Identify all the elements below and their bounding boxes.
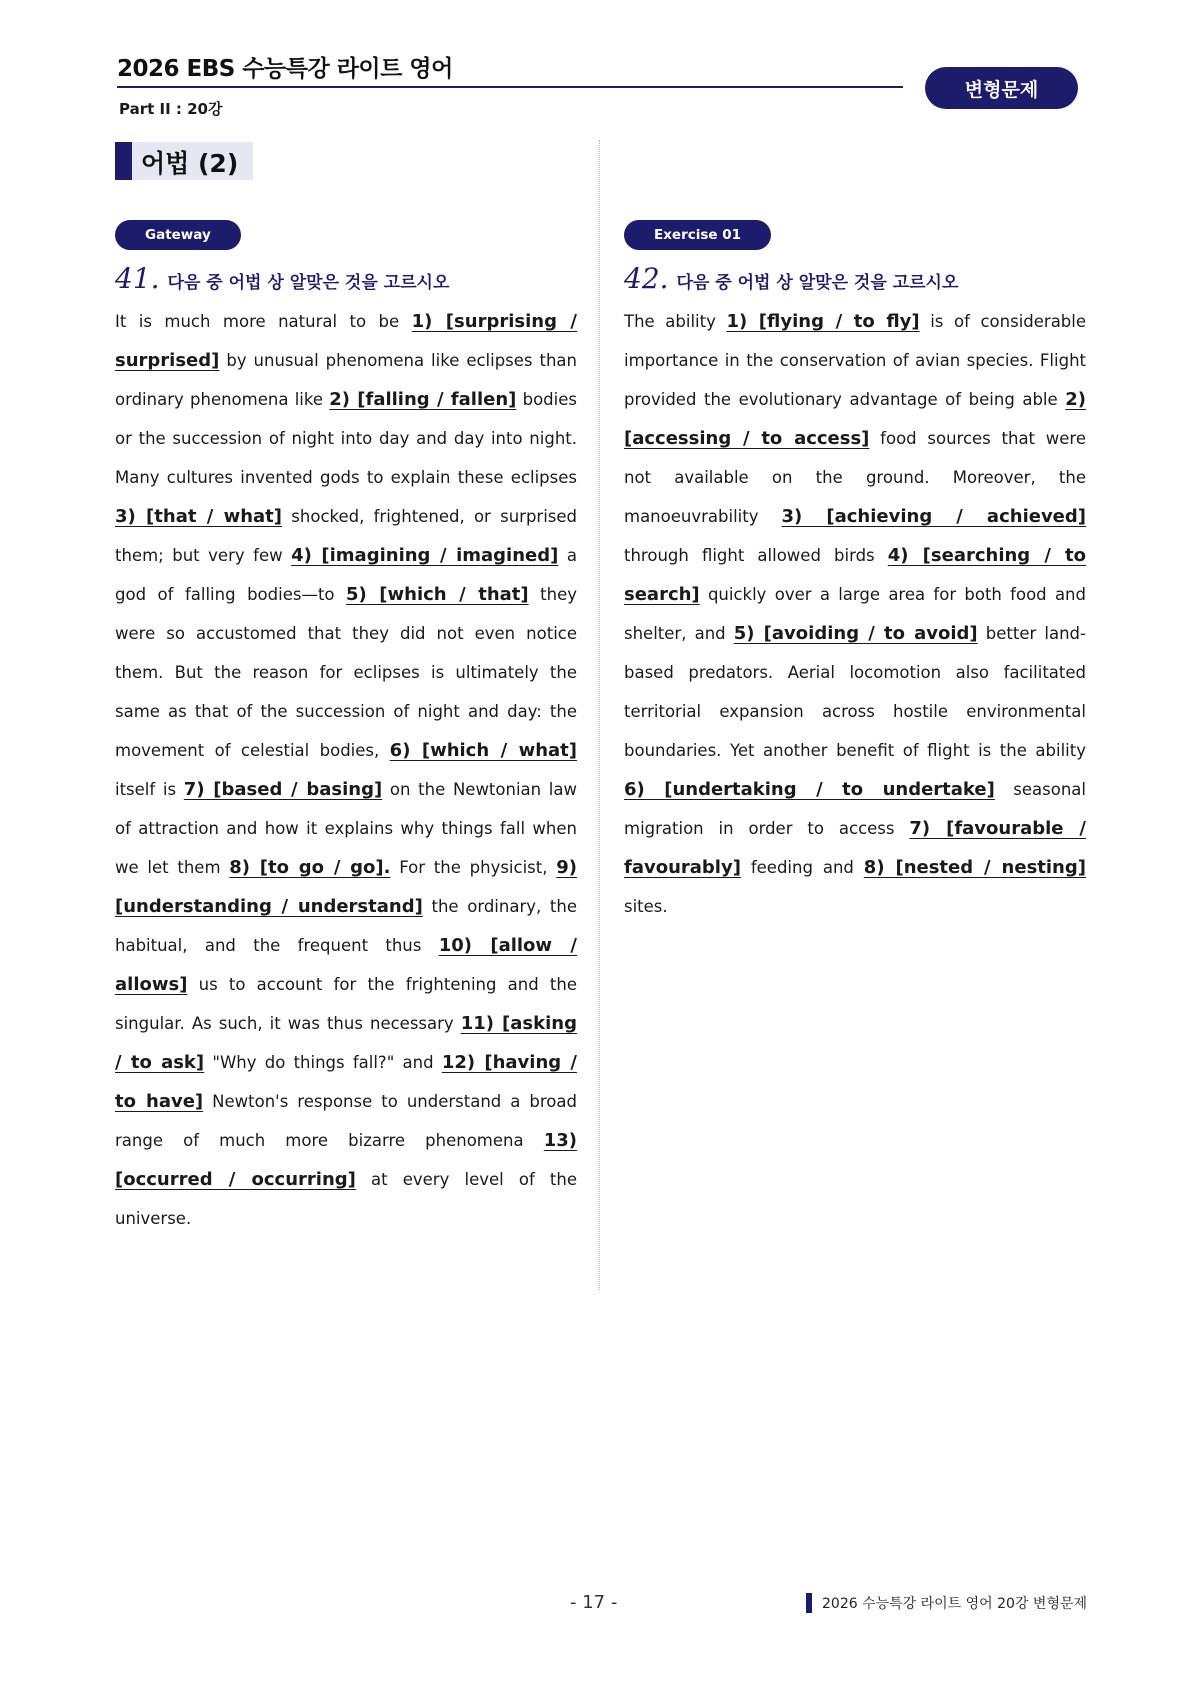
answer-choice: 2) [falling / fallen] (329, 389, 517, 410)
passage-segment: feeding and (740, 858, 864, 877)
section-title: 어법 (2) (141, 149, 239, 178)
passage-segment: The ability (624, 312, 727, 331)
passage-text (115, 302, 577, 1238)
gateway-label: Gateway (115, 220, 241, 250)
passage-segment: quickly over a large area for both food and shelter, and (624, 585, 1086, 643)
answer-choice: 6) [undertaking / to undertake] (624, 779, 995, 800)
passage-segment: For the physicist, (390, 858, 557, 877)
passage-segment: Newton's response to understand a broad range of much more bizarre phenomena (115, 1092, 577, 1150)
passage-segment: us to account for the frightening and the singular. As such, it was thus necessary (115, 975, 577, 1033)
question-number: 41. (115, 262, 160, 295)
answer-choice: 8) [to go / go]. (229, 857, 391, 878)
answer-choice: 8) [nested / nesting] (863, 857, 1086, 878)
question-42 (624, 220, 1086, 926)
passage-segment: is of considerable importance in the conservation of avian species. Flight provided the evolutionary advantage of being able (624, 312, 1087, 409)
passage-segment: shocked, frightened, or surprised them; but very few (115, 507, 578, 565)
answer-choice: 3) [that / what] (115, 506, 283, 527)
answer-choice: 2) [accessing / to access] (624, 389, 1086, 449)
question-instruction: 다음 중 어법 상 알맞은 것을 고르시오 (676, 273, 959, 293)
passage-segment: at every level of the universe. (115, 1170, 578, 1228)
footer-text: 2026 수능특강 라이트 영어 20강 변형문제 (822, 1596, 1088, 1612)
document-title: 2026 EBS 수능특강 라이트 영어 (117, 56, 453, 82)
header-rule (117, 86, 903, 88)
question-heading (624, 262, 1086, 296)
answer-choice: 11) [asking / to ask] (115, 1013, 577, 1073)
answer-choice: 7) [favourable / favourably] (624, 818, 1087, 878)
footer-accent-bar (806, 1593, 812, 1613)
passage-segment: a god of falling bodies—to (115, 546, 577, 604)
exercise-label: Exercise 01 (624, 220, 771, 250)
answer-choice: 12) [having / to have] (115, 1052, 577, 1112)
part-label: Part II : 20강 (119, 100, 223, 118)
page-number: - 17 - (570, 1592, 618, 1613)
passage-segment: through flight allowed birds (624, 546, 888, 565)
column-divider (599, 140, 600, 1290)
variant-badge: 변형문제 (925, 67, 1078, 109)
answer-choice: 3) [achieving / achieved] (781, 506, 1086, 527)
answer-choice: 5) [which / that] (346, 584, 529, 605)
question-number: 42. (624, 262, 669, 295)
question-41 (115, 220, 577, 1238)
passage-segment: the ordinary, the habitual, and the frequent thus (115, 897, 577, 955)
answer-choice: 13) [occurred / occurring] (115, 1130, 577, 1190)
passage-segment: itself is (115, 780, 184, 799)
passage-segment: It is much more natural to be (115, 312, 412, 331)
answer-choice: 5) [avoiding / to avoid] (733, 623, 978, 644)
passage-segment: seasonal migration in order to access (624, 780, 1086, 838)
passage-segment: on the Newtonian law of attraction and how it explains why things fall when we let them (115, 780, 578, 877)
answer-choice: 6) [which / what] (389, 740, 578, 761)
passage-segment: "Why do things fall?" and (204, 1053, 442, 1072)
passage-segment: food sources that were not available on the ground. Moreover, the manoeuvrability (624, 429, 1086, 526)
question-instruction: 다음 중 어법 상 알맞은 것을 고르시오 (167, 273, 450, 293)
section-accent-bar (115, 142, 132, 180)
answer-choice: 1) [flying / to fly] (726, 311, 920, 332)
passage-segment: sites. (624, 897, 668, 916)
passage-segment: better land-based predators. Aerial locomotion also facilitated territorial expansion across hostile environmental boundaries. Yet another benefit of flight is the ability (624, 624, 1086, 760)
passage-text (624, 302, 1086, 926)
question-heading (115, 262, 577, 296)
footer (806, 1592, 1087, 1614)
answer-choice: 4) [searching / to search] (624, 545, 1087, 605)
passage-segment: they were so accustomed that they did not even notice them. But the reason for eclipses is ultimately the same as that of the succession of night and day: the movement of celestial bodies, (115, 585, 577, 760)
section-heading (115, 142, 253, 180)
passage-segment: by unusual phenomena like eclipses than ordinary phenomena like (115, 351, 577, 409)
answer-choice: 10) [allow / allows] (115, 935, 577, 995)
answer-choice: 4) [imagining / imagined] (291, 545, 559, 566)
answer-choice: 9) [understanding / understand] (115, 857, 577, 917)
answer-choice: 1) [surprising / surprised] (115, 311, 577, 371)
passage-segment: bodies or the succession of night into day and day into night. Many cultures invented gods to explain these eclipses (115, 390, 577, 487)
answer-choice: 7) [based / basing] (183, 779, 383, 800)
